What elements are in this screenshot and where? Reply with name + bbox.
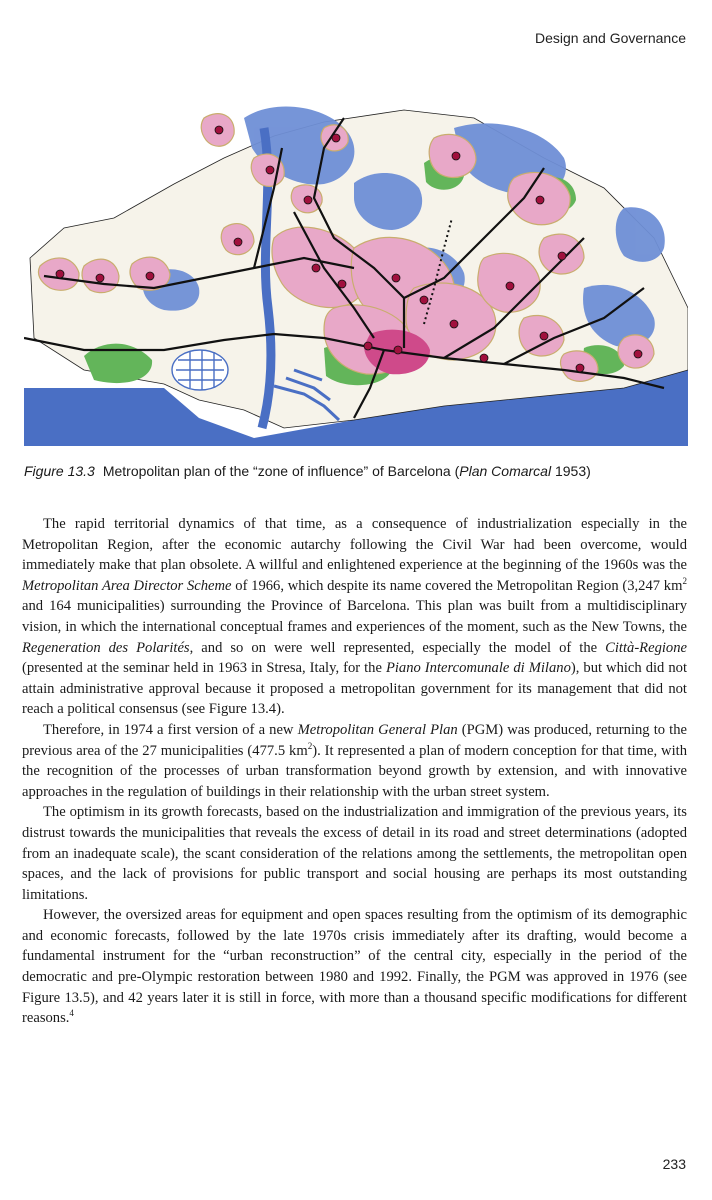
italic-run: Regeneration des Polarités — [22, 639, 190, 656]
text-run: of 1966, which despite its name covered the Metropolitan Region (3,247 km — [231, 577, 683, 594]
text-run: However, the oversized areas for equipment and open spaces resulting from the optimism of its demographic and economic forecasts, followed by the late 1970s crisis immediately after its drafting, would become a fundamental instrument for the “urban reconstruction” of the central city, especially in the period of the democratic and pre-Olympic restoration between 1980 and 1992. Finally, the PGM was approved in 1976 (see Figure 13.5), and 42 years later it is still in force, with more than a thousand specific modifications for different reasons. — [22, 907, 687, 1027]
figure-13-3-map — [24, 88, 688, 446]
italic-run: Piano Intercomunale di Milano — [385, 660, 571, 677]
page-number: 233 — [662, 1156, 686, 1172]
metropolitan-plan-map — [24, 88, 688, 446]
italic-run: Metropolitan Area Director Scheme — [22, 577, 232, 594]
paragraph — [22, 514, 687, 720]
italic-run: Città-Regione — [605, 639, 687, 656]
paragraph — [22, 802, 687, 905]
text-run: The optimism in its growth forecasts, based on the industrialization and immigration of the previous years, its distrust towards the municipalities that reveals the excess of detail in its road and street determinations (adopted from an inadequate scale), the scant consideration of the relations among the settlements, the metropolitan open spaces, and the lack of provisions for public transport and social housing are perhaps its most outstanding limitations. — [22, 804, 687, 903]
text-run: ). It represented a plan of modern conception for that time, with the recognition of the processes of urban transformation beyond growth by extension, and with innovative approaches in the regulation of buildings in their relationship with the urban street system. — [22, 742, 687, 800]
superscript: 4 — [69, 1008, 74, 1019]
figure-caption — [24, 461, 690, 481]
text-run: Therefore, in 1974 a first version of a new — [43, 721, 298, 738]
paragraph — [22, 905, 687, 1029]
airport-grid — [172, 350, 228, 390]
running-head: Design and Governance — [535, 30, 686, 46]
superscript: 2 — [307, 740, 313, 751]
text-run: (presented at the seminar held in 1963 in Stresa, Italy, for the — [22, 660, 386, 677]
figure-number: Figure 13.3 — [24, 463, 95, 479]
text-run: The rapid territorial dynamics of that time, as a consequence of industrialization especially in the Metropolitan Region, after the economic autarchy following the Civil War had been overcome, would immediately make that plan obsolete. A willful and enlightened experience at the beginning of the 1960s was the — [22, 516, 687, 574]
paragraph — [22, 720, 687, 802]
caption-italic: Plan Comarcal — [459, 463, 552, 479]
italic-run: Metropolitan General Plan — [297, 721, 458, 738]
superscript: 2 — [682, 575, 687, 586]
text-run: , and so on were well represented, especially the model of the — [189, 639, 606, 656]
caption-text-end: 1953) — [551, 463, 591, 479]
body-text — [22, 514, 687, 1029]
text-run: (PGM) was produced, returning to the previous area of the 27 municipalities (477.5 km — [22, 721, 687, 759]
text-run: ), but which did not attain administrative approval because it proposed a metropolitan government for its management that did not reach a political consensus (see Figure 13.4). — [22, 660, 688, 718]
text-run: and 164 municipalities) surrounding the Province of Barcelona. This plan was built from a multidisciplinary vision, in which the international conceptual frames and experiences of the moment, such as the New Towns, the — [22, 598, 687, 635]
caption-text: Metropolitan plan of the “zone of influence” of Barcelona ( — [102, 463, 460, 479]
